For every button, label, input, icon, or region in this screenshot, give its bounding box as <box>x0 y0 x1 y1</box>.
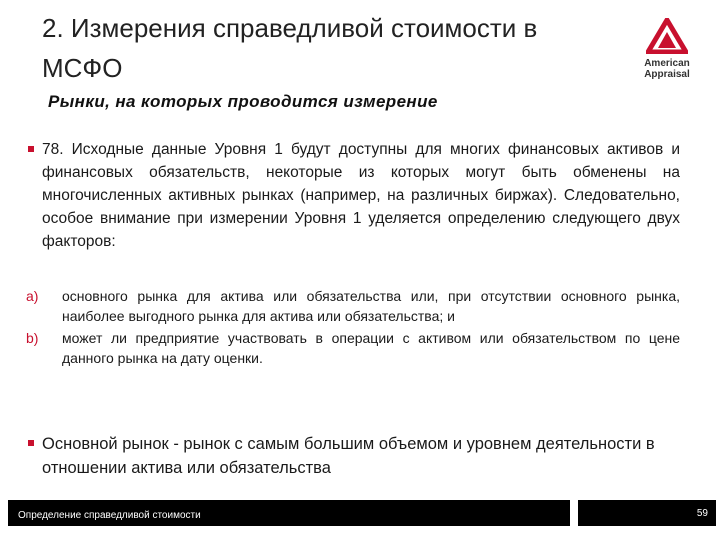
bullet-list-2 <box>26 432 686 480</box>
bullet-item <box>26 138 680 253</box>
bullet-text: Основной рынок - рынок с самым большим объемом и уровнем деятельности в отношении актива или обязательства <box>42 435 655 477</box>
sub-list-marker: a) <box>26 288 39 304</box>
sub-list-marker: b) <box>26 330 39 346</box>
logo-text-line1: American <box>644 58 690 69</box>
american-appraisal-logo <box>632 18 702 82</box>
footer-left-panel <box>8 500 570 526</box>
logo-triangle-icon <box>646 18 688 54</box>
sub-list <box>26 286 680 370</box>
square-bullet-icon <box>28 440 34 446</box>
footer-right-panel <box>578 500 716 526</box>
bullet-text: 78. Исходные данные Уровня 1 будут доступны для многих финансовых активов и финансовых обязательств, некоторые из которых могут быть обменены на многочисленных активных рынках (например, на различных биржах). Следовательно, особое внимание при измерении Уровня 1 уделяется определению следующего двух факторов: <box>42 141 680 250</box>
sub-list-item <box>26 286 680 326</box>
slide-title: 2. Измерения справедливой стоимости в МСФО <box>42 13 538 83</box>
footer-bar <box>8 500 716 526</box>
sub-list-text: основного рынка для актива или обязательства или, при отсутствии основного рынка, наиболее выгодного рынка для актива или обязательства; и <box>62 288 680 324</box>
page-number: 59 <box>696 508 708 519</box>
bullet-list <box>26 138 680 253</box>
logo-text-line2: Appraisal <box>644 69 690 80</box>
sub-list-text: может ли предприятие участвовать в операции с активом или обязательством по цене данного рынка на дату оценки. <box>62 330 680 366</box>
footer-text: Определение справедливой стоимости <box>18 510 201 521</box>
slide-subtitle: Рынки, на которых проводится измерение <box>48 92 438 111</box>
square-bullet-icon <box>28 146 34 152</box>
sub-list-item <box>26 328 680 368</box>
bullet-item <box>26 432 686 480</box>
